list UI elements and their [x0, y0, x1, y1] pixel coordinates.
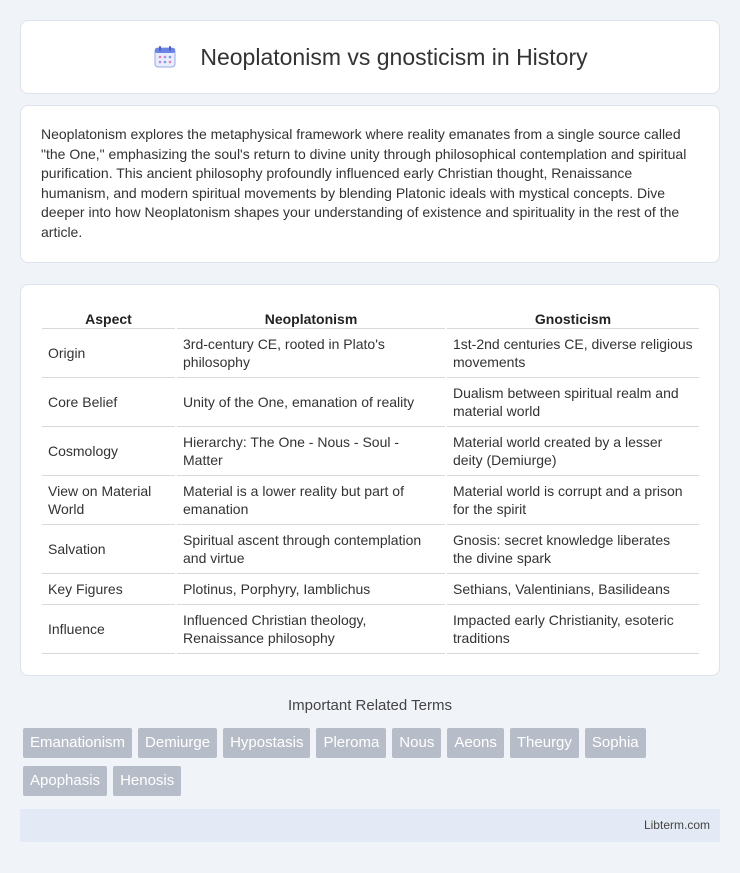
- related-term-tag[interactable]: Pleroma: [316, 728, 386, 758]
- table-row: [42, 378, 699, 427]
- table-row: [42, 329, 699, 378]
- related-term-tag[interactable]: Theurgy: [510, 728, 579, 758]
- table-cell: Origin: [42, 329, 175, 378]
- table-cell: Gnosis: secret knowledge liberates the divine spark: [447, 525, 699, 574]
- table-row: [42, 476, 699, 525]
- related-term-tag[interactable]: Demiurge: [138, 728, 217, 758]
- related-term-tag[interactable]: Apophasis: [23, 766, 107, 796]
- table-cell: Spiritual ascent through contemplation and virtue: [177, 525, 445, 574]
- table-cell: Material is a lower reality but part of emanation: [177, 476, 445, 525]
- comparison-table: [40, 305, 701, 654]
- related-term-tag[interactable]: Aeons: [447, 728, 504, 758]
- table-header-row: [42, 305, 699, 329]
- footer-site-link[interactable]: Libterm.com: [643, 818, 710, 832]
- footer: [20, 809, 720, 842]
- related-term-tag[interactable]: Henosis: [113, 766, 181, 796]
- table-cell: Influenced Christian theology, Renaissance philosophy: [177, 605, 445, 654]
- table-cell: Plotinus, Porphyry, Iamblichus: [177, 574, 445, 605]
- table-cell: Core Belief: [42, 378, 175, 427]
- table-cell: Sethians, Valentinians, Basilideans: [447, 574, 699, 605]
- related-terms-list: [23, 728, 723, 796]
- calendar-icon: [152, 44, 178, 70]
- table-cell: 1st-2nd centuries CE, diverse religious movements: [447, 329, 699, 378]
- related-terms-title: Important Related Terms: [288, 697, 452, 714]
- table-row: [42, 574, 699, 605]
- intro-card: [20, 105, 720, 263]
- related-term-tag[interactable]: Nous: [392, 728, 441, 758]
- header-card: [20, 20, 720, 94]
- table-cell: Material world is corrupt and a prison for the spirit: [447, 476, 699, 525]
- table-cell: Impacted early Christianity, esoteric traditions: [447, 605, 699, 654]
- table-row: [42, 427, 699, 476]
- table-cell: Hierarchy: The One - Nous - Soul - Matter: [177, 427, 445, 476]
- page-title: Neoplatonism vs gnosticism in History: [200, 43, 588, 70]
- comparison-table-card: [20, 284, 720, 676]
- header-neoplatonism: Neoplatonism: [177, 305, 445, 329]
- table-cell: Dualism between spiritual realm and material world: [447, 378, 699, 427]
- intro-text: Neoplatonism explores the metaphysical framework where reality emanates from a single source called "the One," emphasizing the soul's return to divine unity through philosophical contemplation and spiritual purification. This ancient philosophy profoundly influenced early Christian thought, Renaissance humanism, and modern spiritual movements by blending Platonic ideals with mystical concepts. Dive deeper into how Neoplatonism shapes your understanding of existence and spirituality in the rest of the article.: [41, 126, 687, 240]
- table-cell: 3rd-century CE, rooted in Plato's philosophy: [177, 329, 445, 378]
- related-term-tag[interactable]: Emanationism: [23, 728, 132, 758]
- table-cell: Influence: [42, 605, 175, 654]
- related-term-tag[interactable]: Sophia: [585, 728, 646, 758]
- table-cell: Salvation: [42, 525, 175, 574]
- table-cell: Key Figures: [42, 574, 175, 605]
- table-cell: Material world created by a lesser deity (Demiurge): [447, 427, 699, 476]
- table-cell: Unity of the One, emanation of reality: [177, 378, 445, 427]
- table-row: [42, 605, 699, 654]
- table-row: [42, 525, 699, 574]
- header-gnosticism: Gnosticism: [447, 305, 699, 329]
- table-cell: View on Material World: [42, 476, 175, 525]
- related-term-tag[interactable]: Hypostasis: [223, 728, 310, 758]
- table-cell: Cosmology: [42, 427, 175, 476]
- header-aspect: Aspect: [42, 305, 175, 329]
